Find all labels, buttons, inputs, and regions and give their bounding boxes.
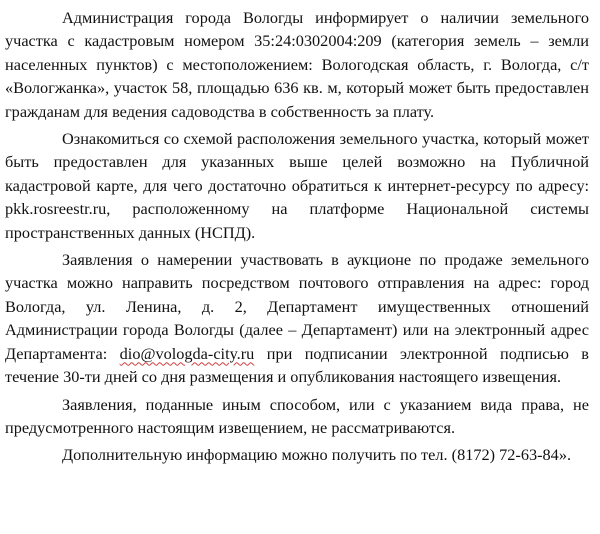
email-address: dio@vologda-city.ru <box>119 343 255 363</box>
paragraph-other-applications: Заявления, поданные иным способом, или с указанием вида права, не предусмотренного настоящим извещением, не рассматриваются. <box>5 394 589 437</box>
paragraph-cadastral-map: Ознакомиться со схемой расположения земельного участка, который может быть предоставлен для указанных выше целей возможно на Публичной кадастровой карте, для чего достаточно обратиться к интернет-ресурсу по адресу: pkk.rosreestr.ru, расположенному на платформе Национальной системы пространственных данных (НСПД). <box>5 129 589 242</box>
application-address-text: Заявления о намерении участвовать в аукционе по продаже земельного участка можно направить посредством почтового отправления на адрес: город Вологда, ул. Ленина, д. 2, Департамент имущественных отношений Администрации города Вологды (далее – Департамент) или на электронный адрес Департамента: <box>5 250 589 363</box>
notice-document <box>5 6 589 467</box>
paragraph-application-address <box>5 248 589 388</box>
paragraph-land-plot-info: Администрация города Вологды информирует о наличии земельного участка с кадастровым номером 35:24:0302004:209 (категория земель – земли населенных пунктов) с местоположением: Вологодская область, г. Вологда, с/т «Вологжанка», участок 58, площадью 636 кв. м, который может быть предоставлен гражданам для ведения садоводства в собственность за плату. <box>5 8 589 121</box>
paragraph-contact-phone: Дополнительную информацию можно получить по тел. (8172) 72-63-84». <box>62 445 572 465</box>
application-deadline-text: при подписании электронной подписью в течение 30-ти дней со дня размещения и опубликования настоящего извещения. <box>5 343 589 387</box>
